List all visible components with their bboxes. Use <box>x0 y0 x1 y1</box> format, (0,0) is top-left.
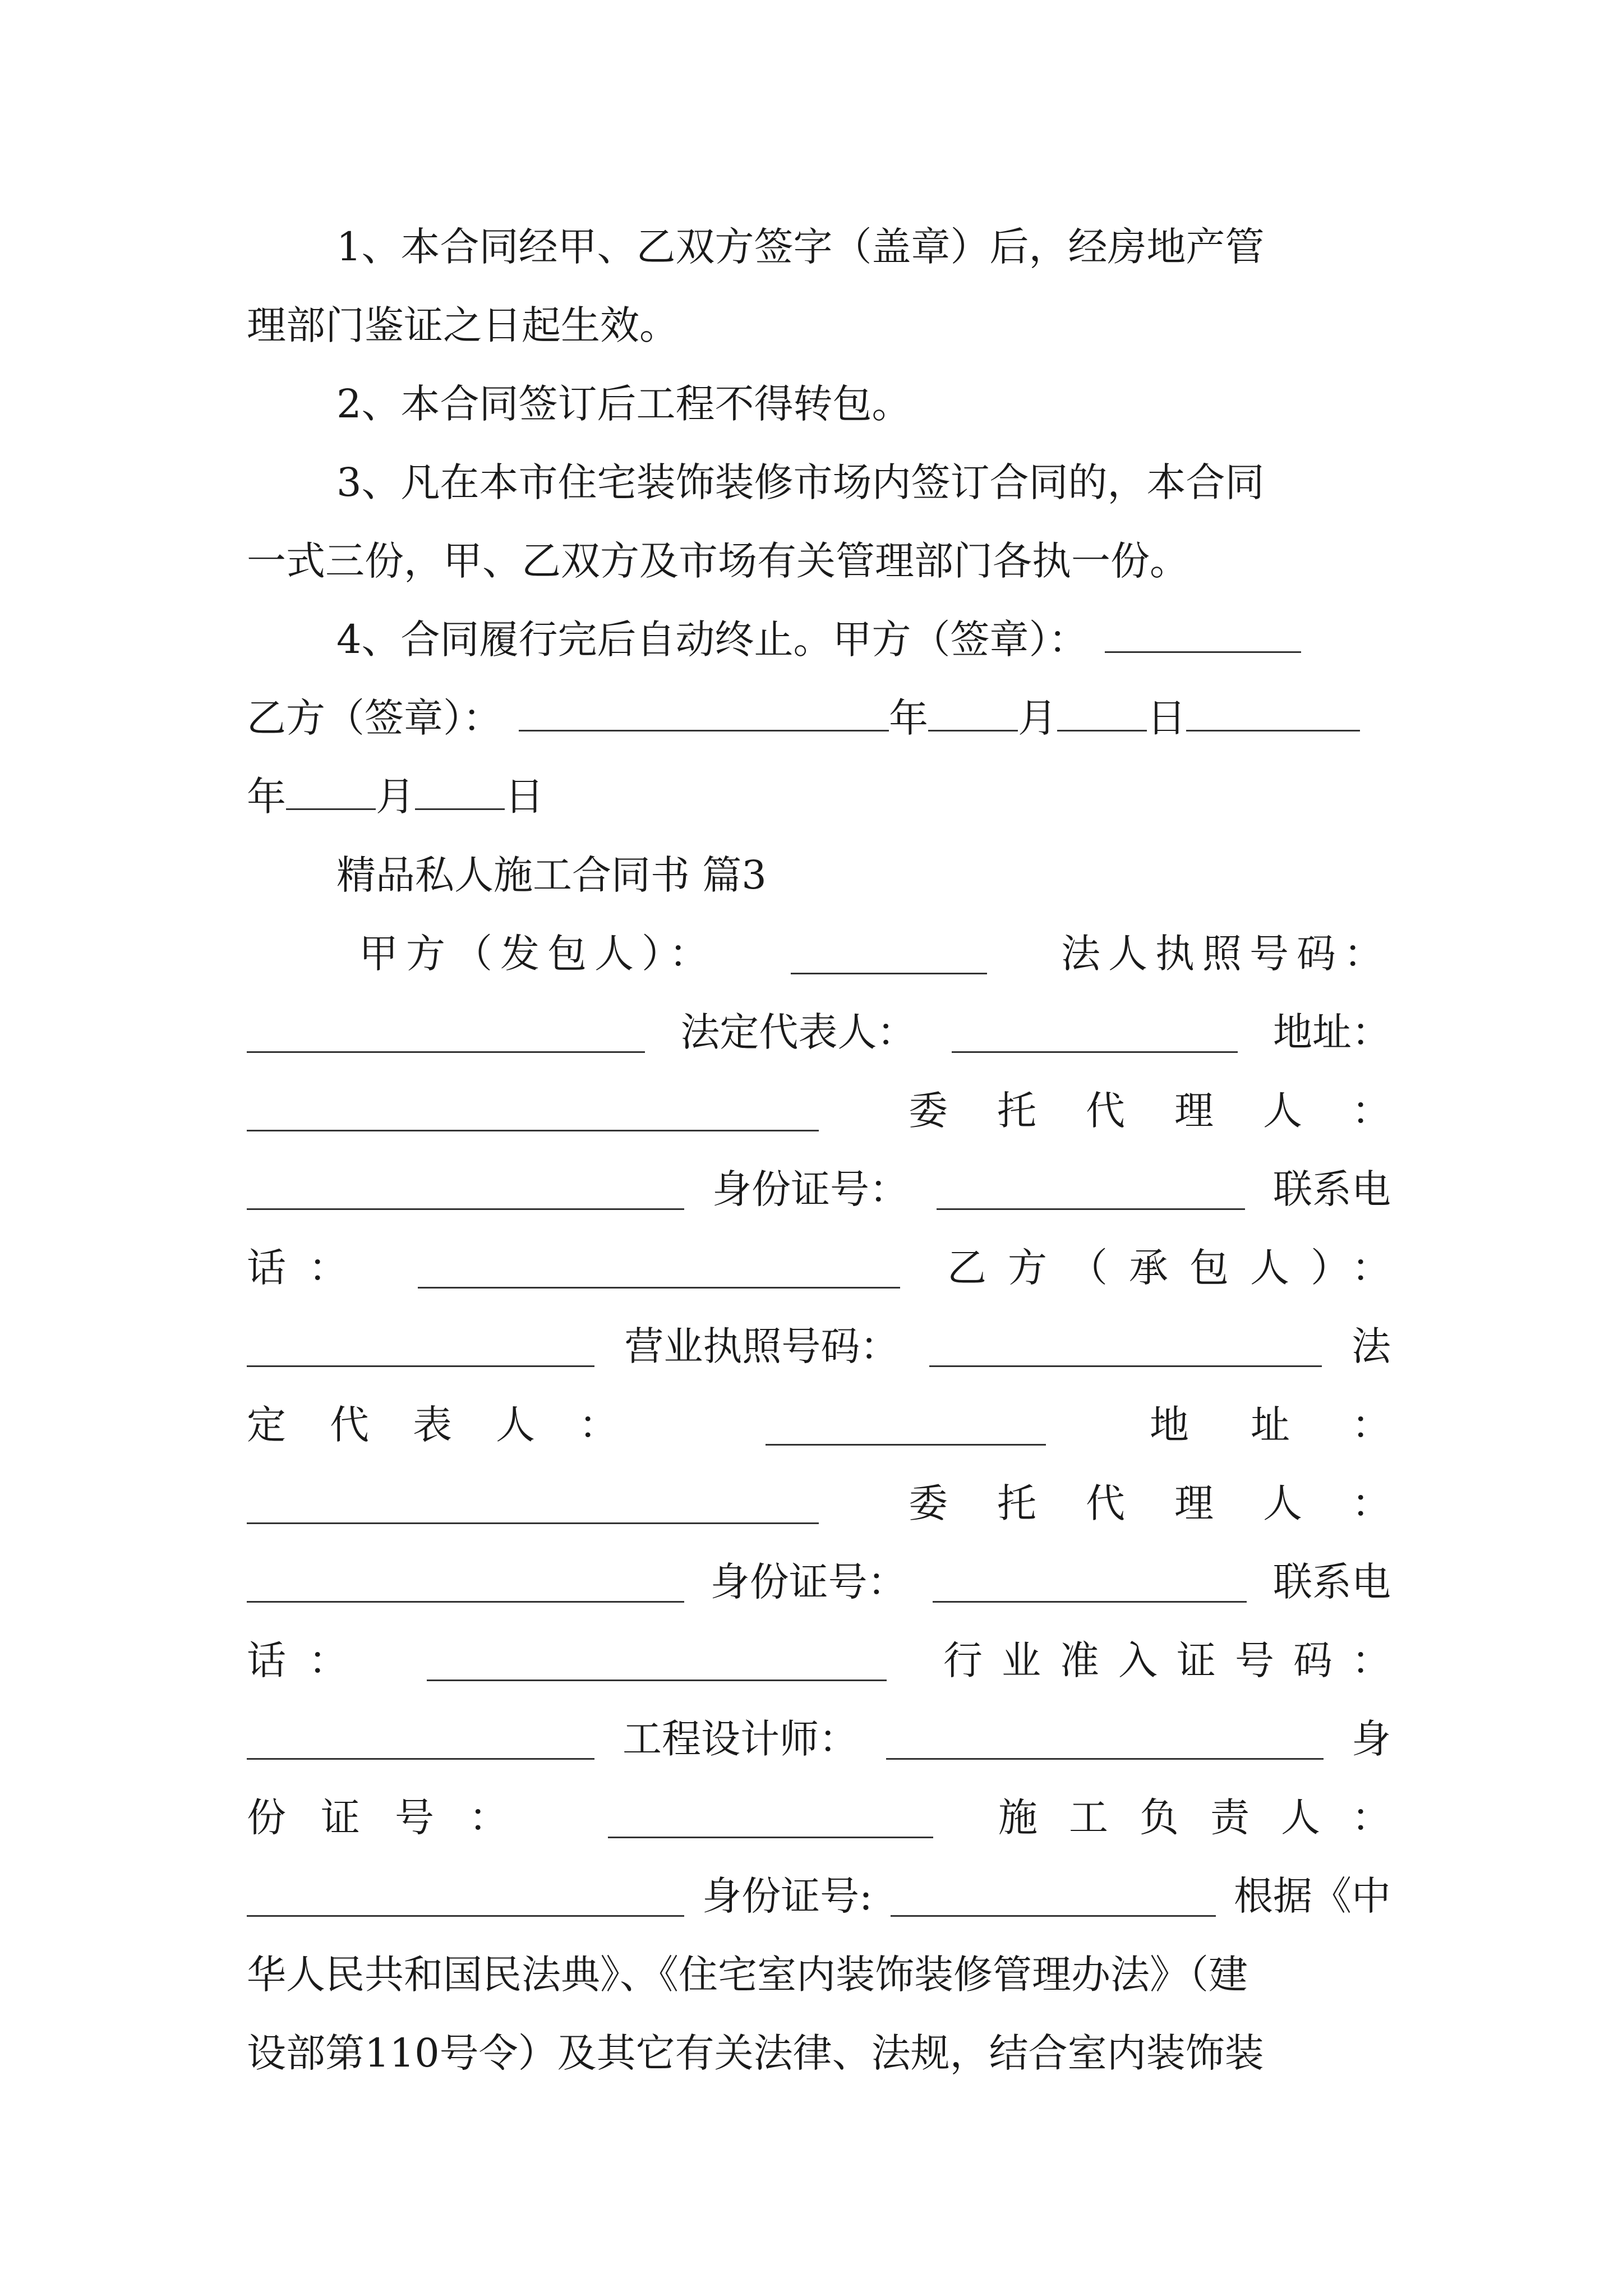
phone-label-b: 联系电 <box>1272 1559 1391 1605</box>
phone-label-a: 联系电 <box>1273 1166 1391 1212</box>
id-number-label-b: 身份证号： <box>710 1559 907 1605</box>
agent-label-a: 委托代理人： <box>909 1088 1440 1134</box>
section-title: 精品私人施工合同书 篇3 <box>336 852 767 898</box>
legal-rep-blank-b[interactable] <box>766 1405 1046 1446</box>
party-b-signature-line <box>247 679 1391 757</box>
clause-4-line <box>336 600 1391 679</box>
clause-3-line-2: 一式三份，甲、乙双方及市场有关管理部门各执一份。 <box>247 538 1189 584</box>
phone-blank-a[interactable] <box>418 1248 900 1289</box>
legal-label-start: 法 <box>1351 1323 1391 1369</box>
business-license-line <box>247 1307 1391 1386</box>
clause-3-line-1: 3、凡在本市住宅装饰装修市场内签订合同的，本合同 <box>336 459 1265 505</box>
foreman-id-blank[interactable] <box>891 1876 1216 1917</box>
legal-rep-blank[interactable] <box>952 1012 1238 1053</box>
clause-1-line-2: 理部门鉴证之日起生效。 <box>247 302 679 348</box>
year-blank[interactable] <box>928 691 1018 731</box>
foreman-label: 施工负责人： <box>998 1795 1422 1841</box>
legal-license-blank[interactable] <box>247 1012 645 1053</box>
id-number-blank-a[interactable] <box>937 1169 1245 1210</box>
phone-label-b-cont: 话： <box>247 1637 370 1683</box>
agent-line-a <box>247 1071 1440 1150</box>
party-a-name-blank[interactable] <box>791 933 987 974</box>
phone-blank-b[interactable] <box>427 1640 887 1681</box>
clause-4-text: 4、合同履行完后自动终止。甲方（签章）： <box>336 616 1088 662</box>
party-a-label: 甲方（发包人）： <box>359 931 716 977</box>
industry-access-blank[interactable] <box>247 1719 594 1760</box>
party-a-line <box>359 914 1391 993</box>
address-blank-b[interactable] <box>247 1483 819 1524</box>
party-b-signature-blank[interactable] <box>519 691 889 731</box>
party-b-label: 乙方（承包人）： <box>947 1245 1412 1291</box>
designer-id-label: 份证号： <box>247 1795 543 1841</box>
day-label-2: 日 <box>505 774 544 820</box>
month-blank-2[interactable] <box>415 769 505 810</box>
phone-partyb-line <box>247 1228 1412 1307</box>
year-label: 年 <box>889 695 928 741</box>
designer-blank[interactable] <box>886 1719 1324 1760</box>
id-phone-line-b <box>247 1543 1391 1621</box>
month-label: 月 <box>1018 695 1057 741</box>
agent-line-b <box>247 1464 1440 1543</box>
address-blank-a[interactable] <box>247 1091 819 1131</box>
id-number-blank-b[interactable] <box>933 1562 1247 1603</box>
foreman-line <box>247 1778 1422 1857</box>
foreman-id-line <box>247 1857 1391 1935</box>
designer-id-label-start: 身 <box>1352 1716 1391 1762</box>
foreman-id-label: 身份证号: <box>702 1873 873 1919</box>
designer-id-blank[interactable] <box>608 1797 933 1838</box>
year-label-2: 年 <box>247 774 286 820</box>
clause-1-line-1: 1、本合同经甲、乙双方签字（盖章）后，经房地产管 <box>336 224 1265 270</box>
party-a-signature-blank[interactable] <box>1105 612 1301 653</box>
day-label: 日 <box>1147 695 1186 741</box>
address-label: 地址： <box>1272 1009 1391 1055</box>
id-number-label-a: 身份证号： <box>712 1166 909 1212</box>
foreman-blank[interactable] <box>247 1876 684 1917</box>
id-phone-line-a <box>247 1150 1391 1228</box>
license-address-line <box>247 993 1391 1071</box>
agent-blank-a[interactable] <box>247 1169 684 1210</box>
designer-label: 工程设计师： <box>623 1716 858 1762</box>
agent-label-b: 委托代理人： <box>909 1480 1440 1526</box>
business-license-blank[interactable] <box>929 1326 1322 1367</box>
month-label-2: 月 <box>376 774 415 820</box>
business-license-label: 营业执照号码： <box>624 1323 900 1369</box>
party-b-name-blank[interactable] <box>247 1326 594 1367</box>
address-label-b: 地址： <box>1150 1402 1453 1448</box>
phone-label-a-cont: 话： <box>247 1245 370 1291</box>
year-blank-2[interactable] <box>286 769 376 810</box>
clause-2: 2、本合同签订后工程不得转包。 <box>336 381 911 427</box>
law-line-1: 华人民共和国民法典》、《住宅室内装饰装修管理办法》（建 <box>247 1952 1248 1998</box>
designer-line <box>247 1700 1391 1778</box>
second-date-line <box>247 757 1391 836</box>
date-trailing-blank[interactable] <box>1186 691 1360 731</box>
industry-access-line <box>247 1621 1410 1700</box>
party-b-signature-label: 乙方（签章）： <box>247 695 502 741</box>
legal-rep-label: 法定代表人： <box>680 1009 916 1055</box>
legal-rep-label-b: 定代表人： <box>247 1402 662 1448</box>
month-blank[interactable] <box>1057 691 1147 731</box>
legal-rep-line-b <box>247 1386 1453 1464</box>
industry-access-label: 行业准入证号码： <box>943 1637 1410 1683</box>
agent-blank-b[interactable] <box>247 1562 684 1603</box>
according-to-text: 根据《中 <box>1233 1873 1391 1919</box>
legal-license-label: 法人执照号码： <box>1061 931 1391 977</box>
law-line-2: 设部第110号令）及其它有关法律、法规，结合室内装饰装 <box>247 2030 1264 2076</box>
